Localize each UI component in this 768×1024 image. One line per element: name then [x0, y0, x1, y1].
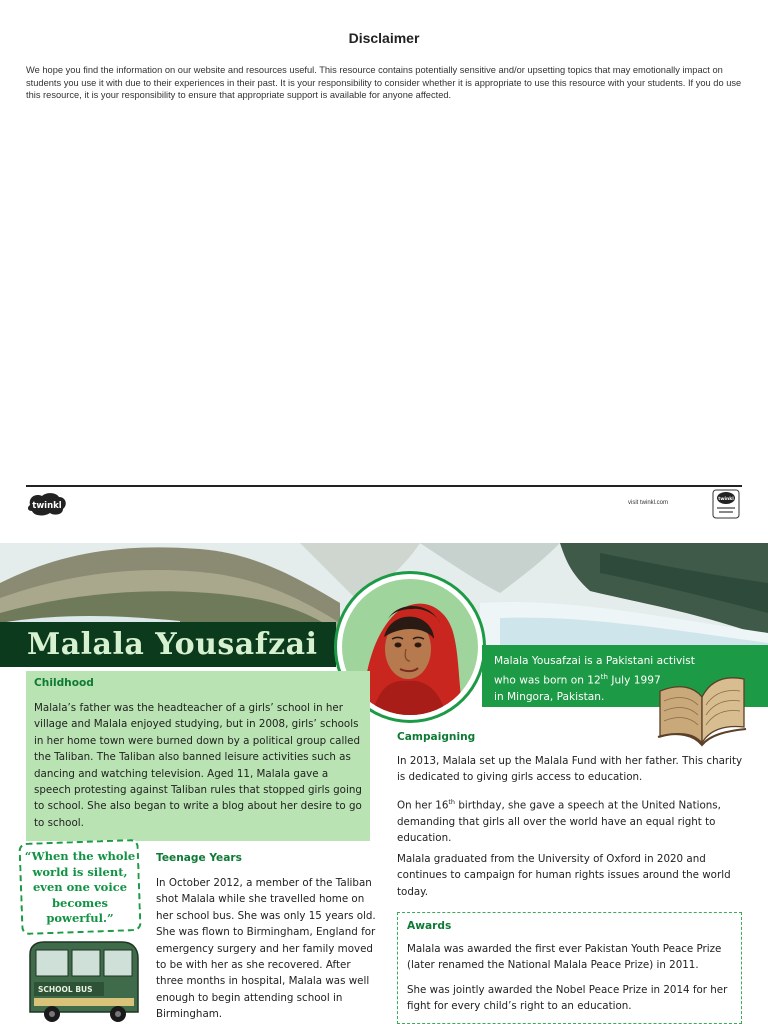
- childhood-text: Malala’s father was the headteacher of a girls’ school in her village and Malala enjoyed studying, but in 2008, girls’ schools in her home town were burned down by a political group called the Taliban. The Taliban also banned leisure activities such as dancing and watching television. Aged 11, Malala gave a speech protesting against Taliban rules that stopped girls going to school. She also began to write a blog about her desire to go to school.: [34, 702, 362, 829]
- campaigning-paragraph-3: Malala graduated from the University of Oxford in 2020 and continues to campaign for human rights issues around the world today.: [397, 853, 731, 898]
- school-bus-illustration: [26, 936, 144, 1024]
- disclaimer-title: Disclaimer: [348, 30, 420, 46]
- campaigning-paragraph-2: [397, 794, 743, 847]
- intro-line-2a: who was born on 12: [494, 674, 601, 687]
- intro-line-2-sup: th: [600, 673, 608, 681]
- poster-page: [0, 543, 768, 1024]
- teenage-years-heading: Teenage Years: [156, 852, 242, 864]
- campaigning-p2-a: On her 16: [397, 799, 449, 812]
- open-book-illustration: [654, 671, 750, 747]
- awards-paragraph-1: Malala was awarded the first ever Pakistan Youth Peace Prize (later renamed the National Malala Peace Prize) in 2011.: [407, 943, 722, 972]
- awards-paragraph-2: She was jointly awarded the Nobel Peace Prize in 2014 for her fight for every child’s right to an education.: [407, 984, 728, 1013]
- quote-text: “When the whole world is silent, even one voice becomes powerful.”: [24, 849, 136, 926]
- campaigning-p2-b: birthday, she gave a speech at the United Nations, demanding that girls all over the world have an equal right to education.: [397, 799, 721, 845]
- campaigning-heading: Campaigning: [397, 731, 476, 743]
- page-title: Malala Yousafzai: [27, 627, 318, 662]
- visit-link[interactable]: visit twinkl.com: [628, 500, 669, 506]
- bus-label: SCHOOL BUS: [38, 985, 93, 994]
- childhood-heading: Childhood: [34, 677, 94, 689]
- logo-wordmark: twinkl: [32, 501, 62, 511]
- badge-wordmark: twinkl: [718, 497, 734, 502]
- intro-line-2b: July 1997: [607, 674, 661, 687]
- intro-line-3: in Mingora, Pakistan.: [494, 690, 605, 703]
- quality-badge-icon: [712, 489, 740, 519]
- twinkl-logo: [26, 491, 68, 517]
- teenage-years-text: In October 2012, a member of the Taliban shot Malala while she travelled home on her school bus. She was only 15 years old. She was flown to Birmingham, England for emergency surgery and her family moved to be with her as she recovered. After three months in hospital, Malala was well enough to begin attending school in Birmingham.: [156, 877, 376, 1021]
- disclaimer-body: We hope you find the information on our website and resources useful. This resource contains potentially sensitive and/or upsetting topics that may emotionally impact on students you use it with due to their experiences in their past. It is your responsibility to consider whether it is appropriate to use this resource with your students. If you do use this resource, it is your responsibility to ensure that appropriate support is available for anyone affected.: [26, 65, 742, 101]
- intro-line-1: Malala Yousafzai is a Pakistani activist: [494, 655, 695, 667]
- campaigning-p2-sup: th: [448, 798, 456, 806]
- awards-heading: Awards: [407, 920, 452, 932]
- footer-divider: [26, 485, 742, 487]
- campaigning-paragraph-1: In 2013, Malala set up the Malala Fund with her father. This charity is dedicated to giving girls access to education.: [397, 755, 743, 784]
